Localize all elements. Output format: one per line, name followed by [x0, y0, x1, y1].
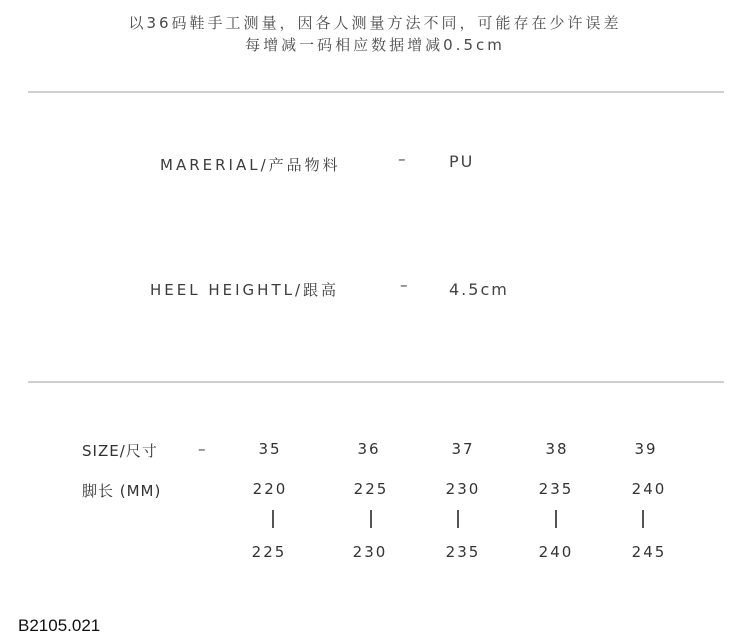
max-length-37: 235: [445, 543, 481, 561]
max-length-39: 245: [631, 543, 667, 561]
range-bar-37: [457, 510, 459, 528]
min-length-36: 225: [353, 480, 389, 498]
material-separator: –: [398, 150, 406, 168]
measurement-note: 以36码鞋手工测量，因各人测量方法不同，可能存在少许误差: [128, 14, 622, 32]
min-length-35: 220: [252, 480, 288, 498]
range-bar-36: [370, 510, 372, 528]
max-length-38: 240: [538, 543, 574, 561]
size-35: 35: [258, 440, 282, 458]
min-length-37: 230: [445, 480, 481, 498]
range-bar-39: [642, 510, 644, 528]
max-length-36: 230: [352, 543, 388, 561]
min-length-38: 235: [538, 480, 574, 498]
material-label: MARERIAL/产品物料: [160, 156, 341, 174]
heel-height-value: 4.5cm: [449, 280, 509, 299]
size-36: 36: [357, 440, 381, 458]
foot-length-label: 脚长 (MM): [82, 482, 162, 500]
max-length-35: 225: [251, 543, 287, 561]
heel-height-label: HEEL HEIGHTL/跟高: [150, 281, 340, 299]
heel-height-separator: –: [400, 276, 408, 294]
size-separator: –: [198, 440, 206, 458]
middle-divider: [28, 381, 724, 383]
size-adjust-note: 每增减一码相应数据增减0.5cm: [245, 36, 505, 54]
size-38: 38: [545, 440, 569, 458]
range-bar-35: [272, 510, 274, 528]
range-bar-38: [555, 510, 557, 528]
size-39: 39: [634, 440, 658, 458]
material-value: PU: [449, 152, 475, 171]
top-divider: [28, 91, 724, 93]
min-length-39: 240: [631, 480, 667, 498]
size-37: 37: [451, 440, 475, 458]
product-code: B2105.021: [18, 616, 101, 635]
size-label: SIZE/尺寸: [82, 442, 158, 460]
